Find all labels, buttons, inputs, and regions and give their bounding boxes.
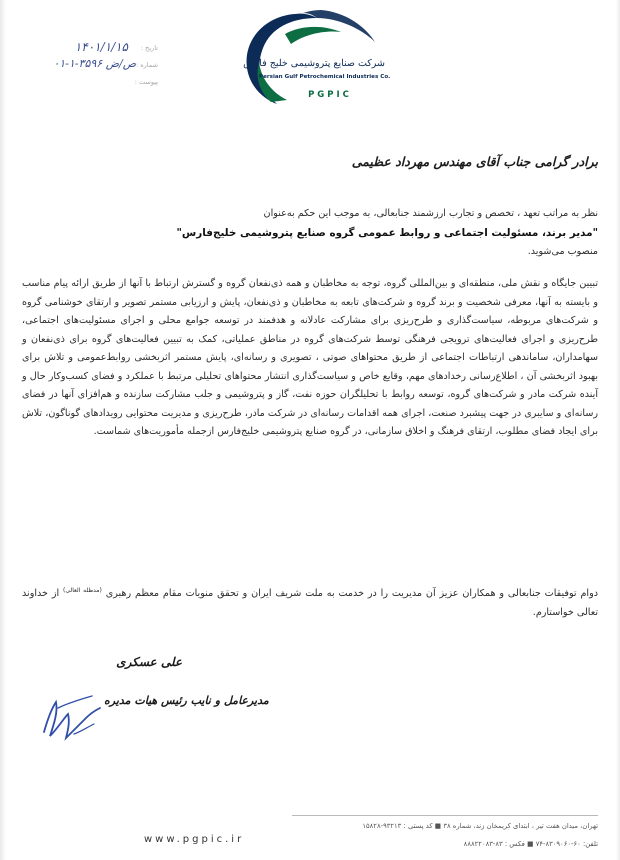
signer-title: مدیرعامل و نایب رئیس هیات مدیره [104,694,269,707]
salutation: برادر گرامی جناب آقای مهندس مهرداد عظیمی [351,154,598,169]
footer-divider [292,815,598,816]
attachment-label: پیوست : [134,78,158,86]
footer-website[interactable]: www.pgpic.ir [144,834,245,845]
closing-honorific: (مدظله العالی) [63,587,102,594]
company-name-en: Persian Gulf Petrochemical Industries Co. [259,74,391,80]
scan-edge-right [616,0,620,860]
footer-address: تهران، میدان هفت تیر ، ابتدای کریمخان زند، شماره ۳۸ ■ کد پستی : ۹۳۲۱۳-۱۵۸۲۸ [362,822,598,830]
handwritten-signature-icon [38,688,104,744]
letterhead-logo [225,6,391,110]
number-label: شماره : [136,61,158,69]
closing-part1: دوام توفیقات جنابعالی و همکاران عزیز آن مدیریت را در خدمت به ملت شریف ایران و تحقق منویات مقام معظم رهبری [105,588,598,600]
scan-edge-left [0,0,6,860]
footer-phone: تلفن: ۶۰-۸۳۰۹۰۶۰-۷۴ ■ فکس : ۸۳-۸۸۸۲۲۰۸۳ [463,840,598,848]
appointment-outro: منصوب می‌شوید. [527,246,598,257]
appointment-intro: نظر به مراتب تعهد ، تخصص و تجارب ارزشمند جنابعالی، به موجب این حکم به‌عنوان [263,208,598,219]
signer-name: علی عسکری [116,655,182,669]
closing-part2: از خداوند تعالی خواستارم. [22,588,598,618]
company-name-fa: شرکت صنایع پتروشیمی خلیج فارس [243,58,385,69]
appointment-title: "مدیر برند، مسئولیت اجتماعی و روابط عمومی گروه صنایع پتروشیمی خلیج‌فارس" [176,226,598,239]
number-value: ۰۱-۱-۳۵۹۶ ص/ض [53,57,136,70]
letter-meta [8,42,158,93]
date-label: تاریخ : [140,44,158,52]
number-row [8,59,158,76]
company-abbreviation: PGPIC [308,90,352,100]
date-value: ۱۴۰۱/۱/۱۵ [74,40,128,54]
duties-paragraph: تبیین جایگاه و نقش ملی، منطقه‌ای و بین‌المللی گروه، توجه به مخاطبان و همه ذی‌نفعان گروه و گسترش ارتباط با آنها از طریق ارائه پیام مناسب و بایسته به آنها، معرفی شخصیت و برند گروه و شرکت‌های تابعه به مخاطبان و ذی‌نفعان، پایش و ارزیابی مستمر تصویر و ارتقای خوشنامی گروه و شرکت‌های مربوطه، سیاست‌گذاری و طرح‌ریزی برای مشارکت عادلانه و هدفمند در توسعه جوامع محلی و اجرای مسئولیت‌های اجتماعی، طرح‌ریزی و اجرای فعالیت‌های ترویجی فرهنگی توسط شرکت‌های گروه در مناطق عملیاتی، کمک به تبیین فعالیت‌های گروه برای ذی‌نفعان و سهامداران، ساماندهی ارتباطات اجتماعی از طریق محتواهای صوتی ، تصویری و رسانه‌ای، پایش مستمر اثربخشی روابط‌عمومی و تلاش برای بهبود اثربخشی آن ، اطلاع‌رسانی رخدادهای مهم، وقایع خاص و سیاست‌گذاری انتشار محتواهای تحلیلی مرتبط با عملکرد و فضای کسب‌وکار حال و آینده شرکت مادر و شرکت‌های گروه، توسعه روابط با تحلیلگران حوزه نفت، گاز و پتروشیمی و جلب مشارکت سازنده و هم‌افزای آنها در فضای رسانه‌ای و سایبری در جهت پیشبرد صنعت، اجرای همه اقدامات رسانه‌ای در شرکت مادر، طرح‌ریزی و مدیریت محتوایی رویدادهای گوناگون، تلاش برای ایجاد فضای مطلوب، ارتقای فرهنگ و اخلاق سازمانی، در گروه صنایع پتروشیمی خلیج‌فارس ازجمله مأموریت‌های شماست. [22,278,598,437]
appointment-paragraph [22,205,598,262]
closing-paragraph [22,582,598,622]
attachment-row [8,76,158,93]
